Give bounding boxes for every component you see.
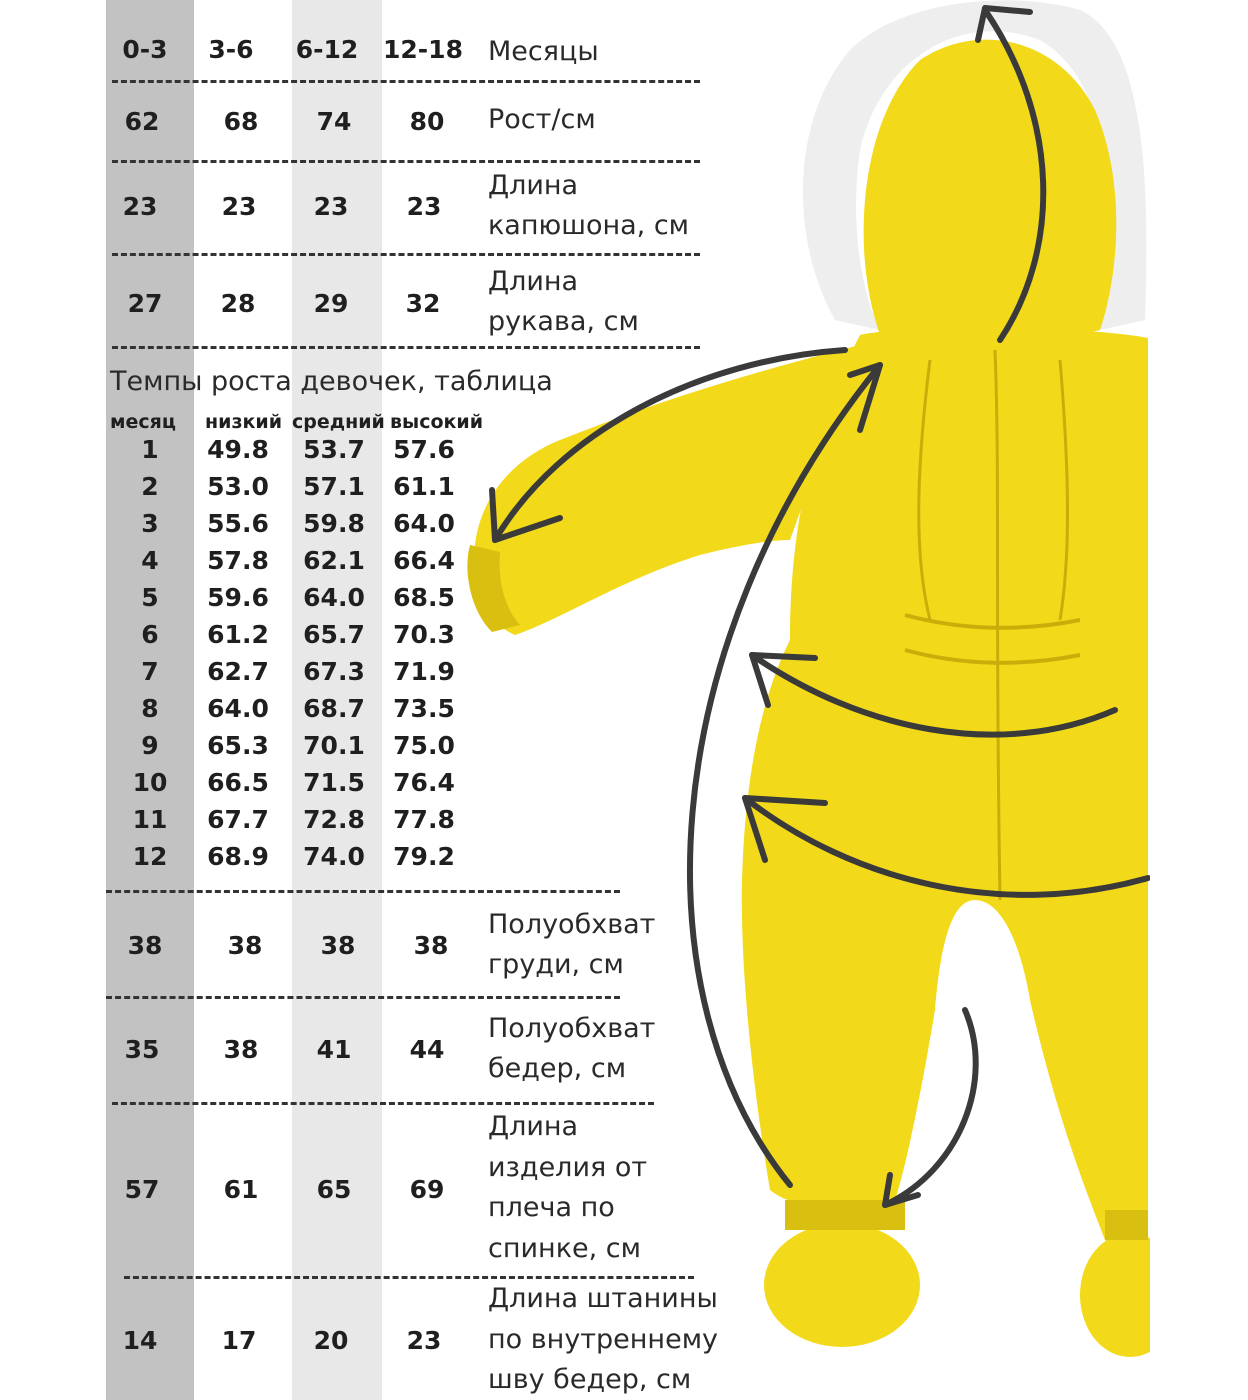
measure-label: изделия от — [488, 1152, 648, 1183]
growth-value-cell: 59.6 — [207, 583, 269, 612]
measure-label: Полуобхват — [488, 909, 656, 940]
measure-value: 23 — [221, 192, 257, 221]
growth-header-high: высокий — [390, 411, 484, 433]
growth-value-cell: 57.8 — [207, 546, 269, 575]
column-header: 6-12 — [295, 35, 359, 64]
growth-value-cell: 59.8 — [303, 509, 365, 538]
measure-value: 44 — [409, 1035, 445, 1064]
growth-month-cell: 4 — [141, 546, 159, 575]
snowsuit-illustration — [450, 0, 1150, 1400]
column-header: 3-6 — [208, 35, 254, 64]
measure-value: 27 — [127, 289, 163, 318]
measure-value: 35 — [124, 1035, 160, 1064]
growth-value-cell: 67.7 — [207, 805, 269, 834]
measure-value: 41 — [316, 1035, 352, 1064]
growth-month-cell: 12 — [132, 842, 168, 871]
measure-label: Длина штанины — [488, 1283, 718, 1314]
growth-value-cell: 71.9 — [393, 657, 455, 686]
column-header: 12-18 — [383, 35, 463, 64]
growth-value-cell: 75.0 — [393, 731, 455, 760]
growth-value-cell: 67.3 — [303, 657, 365, 686]
measure-value: 38 — [320, 931, 356, 960]
measure-label: Рост/см — [488, 104, 596, 135]
measure-value: 23 — [313, 192, 349, 221]
left-foot — [764, 1223, 920, 1347]
measure-value: 57 — [124, 1175, 160, 1204]
hood — [864, 40, 1117, 341]
growth-month-cell: 10 — [132, 768, 168, 797]
measure-value: 32 — [405, 289, 441, 318]
growth-table-title: Темпы роста девочек, таблица — [110, 366, 553, 397]
growth-value-cell: 65.7 — [303, 620, 365, 649]
measure-value: 14 — [122, 1326, 158, 1355]
growth-value-cell: 71.5 — [303, 768, 365, 797]
measure-label: рукава, см — [488, 306, 639, 337]
growth-value-cell: 68.7 — [303, 694, 365, 723]
measure-value: 38 — [227, 931, 263, 960]
measure-label: Длина — [488, 170, 579, 201]
growth-value-cell: 62.7 — [207, 657, 269, 686]
growth-month-cell: 9 — [141, 731, 159, 760]
measure-value: 38 — [223, 1035, 259, 1064]
growth-value-cell: 55.6 — [207, 509, 269, 538]
growth-month-cell: 6 — [141, 620, 159, 649]
growth-value-cell: 65.3 — [207, 731, 269, 760]
growth-value-cell: 66.4 — [393, 546, 455, 575]
growth-value-cell: 74.0 — [303, 842, 365, 871]
measure-label: капюшона, см — [488, 210, 690, 241]
measure-value: 23 — [406, 1326, 442, 1355]
growth-month-cell: 11 — [132, 805, 168, 834]
growth-month-cell: 5 — [141, 583, 159, 612]
measure-value: 65 — [316, 1175, 352, 1204]
growth-header-month: месяц — [110, 411, 176, 433]
measure-label: Длина — [488, 1111, 579, 1142]
growth-value-cell: 62.1 — [303, 546, 365, 575]
measure-label: плеча по — [488, 1192, 615, 1223]
measure-label: Длина — [488, 266, 579, 297]
measure-label: шву бедер, см — [488, 1364, 692, 1395]
growth-month-cell: 3 — [141, 509, 159, 538]
growth-value-cell: 70.1 — [303, 731, 365, 760]
measure-value: 68 — [223, 107, 259, 136]
column-header: 0-3 — [122, 35, 168, 64]
growth-header-mid: средний — [292, 411, 385, 433]
growth-value-cell: 70.3 — [393, 620, 455, 649]
growth-month-cell: 8 — [141, 694, 159, 723]
measure-value: 17 — [221, 1326, 257, 1355]
measure-value: 23 — [122, 192, 158, 221]
growth-value-cell: 61.1 — [393, 472, 455, 501]
growth-header-low: низкий — [205, 411, 283, 433]
measure-value: 80 — [409, 107, 445, 136]
measure-label: Полуобхват — [488, 1013, 656, 1044]
growth-value-cell: 61.2 — [207, 620, 269, 649]
columns-label: Месяцы — [488, 36, 599, 67]
measure-value: 29 — [313, 289, 349, 318]
growth-value-cell: 76.4 — [393, 768, 455, 797]
measure-label: по внутреннему — [488, 1324, 719, 1355]
growth-value-cell: 66.5 — [207, 768, 269, 797]
growth-value-cell: 77.8 — [393, 805, 455, 834]
growth-value-cell: 53.0 — [207, 472, 269, 501]
growth-value-cell: 73.5 — [393, 694, 455, 723]
growth-value-cell: 64.0 — [303, 583, 365, 612]
growth-value-cell: 72.8 — [303, 805, 365, 834]
growth-month-cell: 1 — [141, 435, 159, 464]
measure-value: 28 — [220, 289, 256, 318]
measure-value: 20 — [313, 1326, 349, 1355]
growth-value-cell: 57.1 — [303, 472, 365, 501]
growth-value-cell: 79.2 — [393, 842, 455, 871]
growth-value-cell: 64.0 — [207, 694, 269, 723]
growth-month-cell: 2 — [141, 472, 159, 501]
growth-value-cell: 53.7 — [303, 435, 365, 464]
measure-label: спинке, см — [488, 1233, 641, 1264]
growth-value-cell: 57.6 — [393, 435, 455, 464]
measure-value: 61 — [223, 1175, 259, 1204]
growth-value-cell: 64.0 — [393, 509, 455, 538]
measure-value: 23 — [406, 192, 442, 221]
measure-label: груди, см — [488, 949, 624, 980]
growth-value-cell: 68.9 — [207, 842, 269, 871]
measure-value: 74 — [316, 107, 352, 136]
growth-value-cell: 49.8 — [207, 435, 269, 464]
measure-value: 69 — [409, 1175, 445, 1204]
growth-month-cell: 7 — [141, 657, 159, 686]
measure-label: бедер, см — [488, 1053, 627, 1084]
right-foot — [1080, 1233, 1150, 1357]
measure-value: 38 — [413, 931, 449, 960]
right-ankle-cuff — [1105, 1210, 1148, 1240]
measure-value: 38 — [127, 931, 163, 960]
measure-value: 62 — [124, 107, 160, 136]
growth-value-cell: 68.5 — [393, 583, 455, 612]
